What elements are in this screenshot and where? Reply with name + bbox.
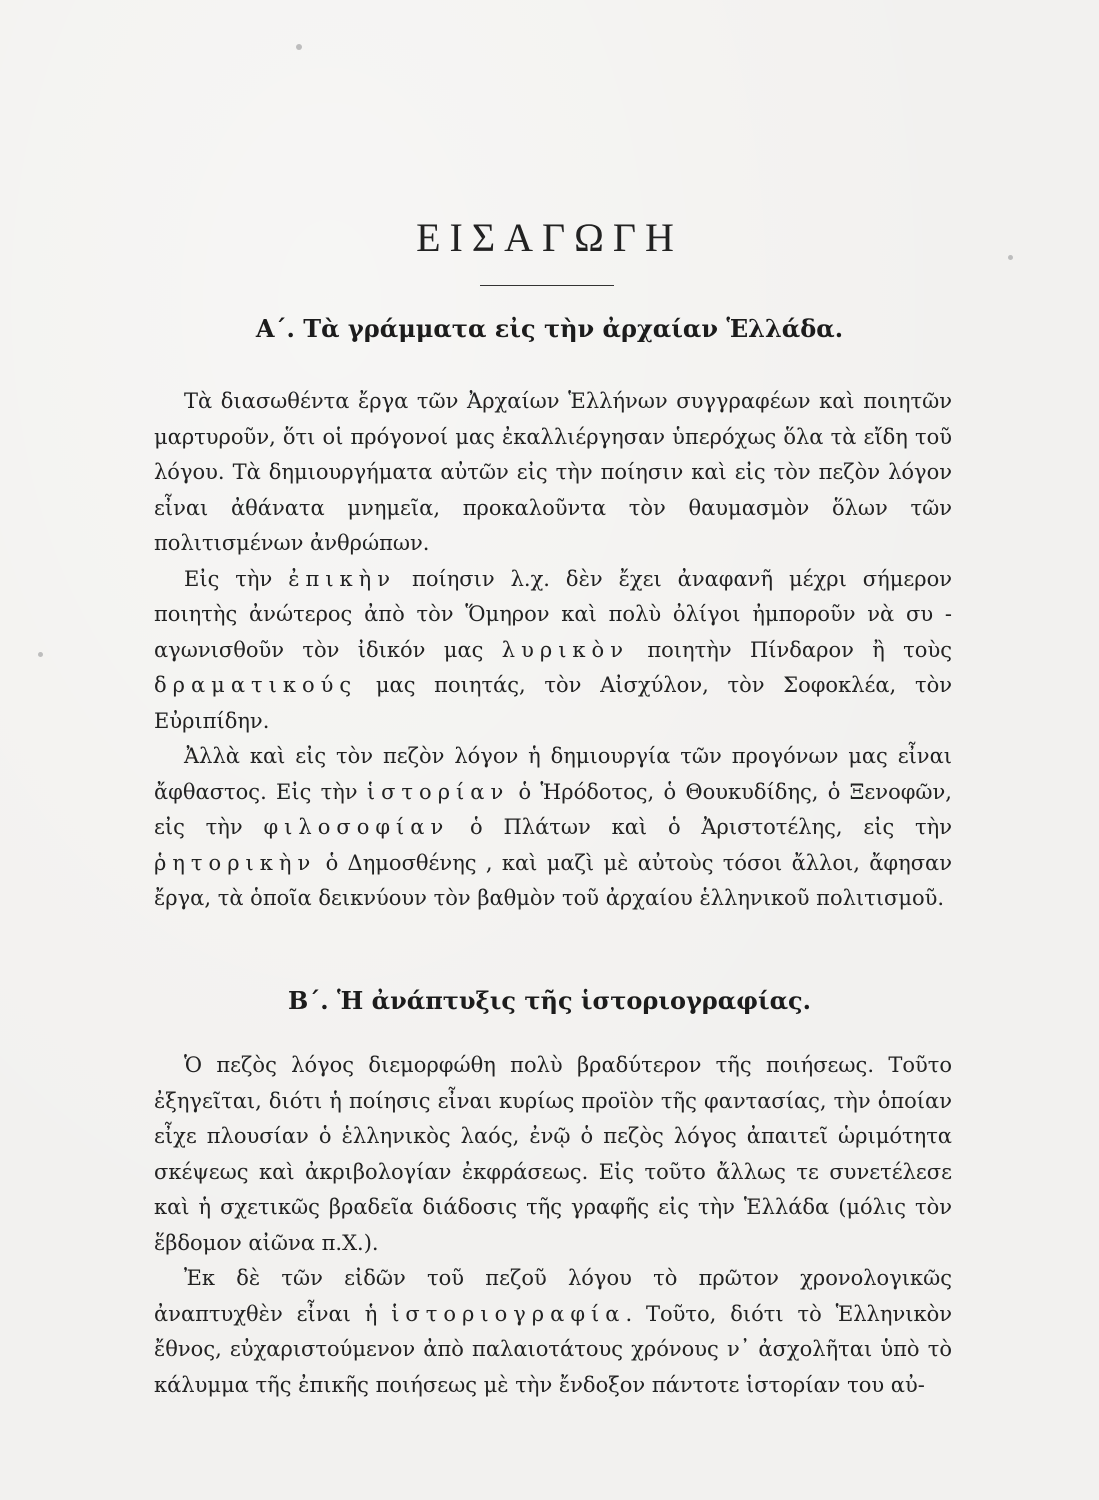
paper-speck <box>296 44 302 50</box>
chapter-title: ΕΙΣΑΓΩΓΗ <box>416 215 683 260</box>
text-run: ποιητὴν Πίνδαρον ἢ τοὺς <box>647 637 952 662</box>
title-rule <box>480 285 614 286</box>
emphasis-history: ἱστορίαν <box>366 779 510 804</box>
text-run: Εἰς τὴν <box>184 566 273 591</box>
section-b-heading: Β΄. Ἡ ἀνάπτυξις τῆς ἱστοριογραφίας. <box>287 986 812 1015</box>
emphasis-dramatic: δραματικούς <box>154 673 358 697</box>
section-a-heading: Α΄. Τὰ γράμματα εἰς τὴν ἀρχαίαν Ἑλλάδα. <box>255 314 844 343</box>
text-run: ὁ Ἡρόδοτος, ὁ Θουκυδίδης, ὁ Ξενοφῶν, εἰς τὴν <box>154 779 952 839</box>
section-b-paragraph-2 <box>154 1261 952 1403</box>
section-b-body <box>154 1048 952 1403</box>
emphasis-rhetoric: ῥητορικὴν <box>154 850 317 875</box>
text-run: μας ποιητάς, τὸν Αἰσχύλον, τὸν Σοφοκλέα, τὸν Εὐριπίδην. <box>154 673 952 733</box>
text-run: ποίησιν λ.χ. δὲν ἔχει ἀναφανῆ μέχρι σήμερον ποιητὴς ἀνώτερος ἀπὸ τὸν Ὅμηρον καὶ πολὺ ὀλίγοι ἠμποροῦν νὰ συ - αγωνισθοῦν τὸν ἰδικόν μας <box>154 566 952 662</box>
section-a-paragraph-1: Τὰ διασωθέντα ἔργα τῶν Ἀρχαίων Ἑλλήνων συγγραφέων καὶ ποιητῶν μαρτυροῦν, ὅτι οἱ πρόγονοί μας ἐκαλλιέργησαν ὑπερόχως ὅλα τὰ εἴδη τοῦ λόγου. Τὰ δημιουργήματα αὐτῶν εἰς τὴν ποίησιν καὶ εἰς τὸν πεζὸν λόγον εἶναι ἀθάνατα μνημεῖα, προκαλοῦντα τὸν θαυμασμὸν ὅλων τῶν πολιτισμένων ἀνθρώπων. <box>154 389 952 555</box>
section-a-paragraph-3 <box>154 739 952 917</box>
text-run: ὁ Πλάτων καὶ ὁ Ἀριστοτέλης, εἰς τὴν <box>470 815 953 839</box>
section-a-body <box>154 384 952 917</box>
emphasis-philosophy: φιλοσοφίαν <box>263 815 450 839</box>
emphasis-lyric: λυρικὸν <box>501 637 629 662</box>
paper-speck <box>38 652 43 657</box>
text-run: . Τοῦτο, διότι τὸ Ἑλληνικὸν ἔθνος, εὐχαριστούμενον ἀπὸ παλαιοτάτους χρόνους ν᾽ ἀσχολῆται ὑπὸ τὸ κάλυμμα τῆς ἐπικῆς ποιήσεως μὲ τὴν ἔνδοξον πάντοτε ἱστορίαν του αὐ- <box>154 1301 952 1397</box>
emphasis-historiography: ἱστοριογραφία <box>391 1301 626 1326</box>
text-run: Ἐκ δὲ τῶν εἰδῶν τοῦ πεζοῦ λόγου τὸ πρῶτον χρονολογικῶς ἀναπτυχθὲν εἶναι ἡ <box>154 1266 952 1326</box>
section-a-paragraph-2 <box>154 562 952 740</box>
emphasis-epic: ἐπικὴν <box>288 566 397 591</box>
text-run: Ἀλλὰ καὶ εἰς τὸν πεζὸν λόγον ἡ δημιουργία τῶν προγόνων μας εἶναι ἄφθαστος. Εἰς τὴν <box>154 744 952 804</box>
section-b-paragraph-1: Ὁ πεζὸς λόγος διεμορφώθη πολὺ βραδύτερον τῆς ποιήσεως. Τοῦτο ἐξηγεῖται, διότι ἡ ποίησις εἶναι κυρίως προϊὸν τῆς φαντασίας, τὴν ὁποίαν εἶχε πλουσίαν ὁ ἑλληνικὸς λαός, ἐνῷ ὁ πεζὸς λόγος ἀπαιτεῖ ὡριμότητα σκέψεως καὶ ἀκριβολογίαν ἐκφράσεως. Εἰς τοῦτο ἄλλως τε συνετέλεσε καὶ ἡ σχετικῶς βραδεῖα διάδοσις τῆς γραφῆς εἰς τὴν Ἑλλάδα (μόλις τὸν ἕβδομον αἰῶνα π.Χ.). <box>154 1053 952 1255</box>
text-run: ὁ Δημοσθένης , καὶ μαζὶ μὲ αὐτοὺς τόσοι ἄλλοι, ἄφησαν ἔργα, τὰ ὁποῖα δεικνύουν τὸν βαθμὸν τοῦ ἀρχαίου ἑλληνικοῦ πολιτισμοῦ. <box>154 850 952 910</box>
